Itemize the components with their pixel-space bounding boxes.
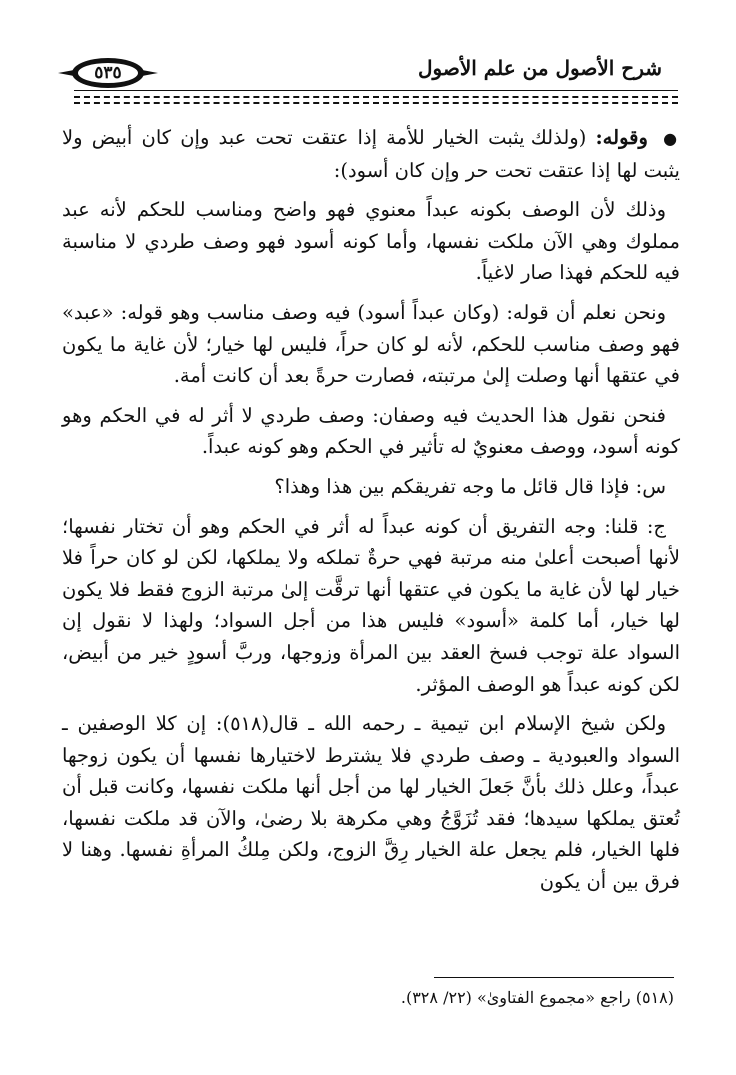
header-rule-dashed-1 <box>74 96 678 98</box>
header-rule-dashed-2 <box>74 102 678 104</box>
running-title: شرح الأصول من علم الأصول <box>418 56 662 80</box>
badge-ornament-right <box>142 70 158 76</box>
bullet-icon: ● <box>663 129 680 148</box>
paragraph-4: فنحن نقول هذا الحديث فيه وصفان: وصف طردي لا أثر له في الحكم وهو كونه أسود، ووصف معنويٌ له تأثير في الحكم وهو كونه عبداً. <box>62 403 680 459</box>
paragraph-6: ج: قلنا: وجه التفريق أن كونه عبداً له أثر في الحكم وهو أن تختار نفسها؛ لأنها أصبحت أعلىٰ منه مرتبة فهي حرةٌ تملكه ولا يملكها، لكن لو كان حراً فلا خيار لها لأن غاية ما يكون في عتقها أنها ترقَّت إلىٰ مرتبة الزوج فقط فلا يكون لها خيار، أما كلمة «أسود» فليس هذا من أجل السواد؛ ولهذا لا نقول إن السواد علة توجب فسخ العقد بين المرأة وزوجها، وربَّ أسودٍ خير من أبيض، لكن كونه عبداً هو الوصف المؤثر. <box>62 514 680 696</box>
paragraph-5: س: فإذا قال قائل ما وجه تفريقكم بين هذا وهذا؟ <box>274 474 666 498</box>
paragraph-1-term: وقوله: <box>595 126 648 149</box>
paragraph-2: وذلك لأن الوصف بكونه عبداً معنوي فهو واضح ومناسب للحكم لأنه عبد مملوك وهي الآن ملكت نفسها، وأما كونه أسود فهو وصف طردي لا مناسبة فيه للحكم فهذا صار لاغياً. <box>62 198 680 285</box>
body-text <box>62 122 680 906</box>
header-rule-top <box>74 90 678 91</box>
paragraph-7: ولكن شيخ الإسلام ابن تيمية ـ رحمه الله ـ قال(٥١٨): إن كلا الوصفين ـ السواد والعبودية ـ وصف طردي فلا يشترط لاختيارها نفسها أن يكون زوجها عبداً، وعلل ذلك بأنَّ جَعلَ الخيار لها من أجل أنها ملكت نفسها، وكانت قبل أن تُعتق يملكها سيدها؛ فقد تُزَوَّجُ وهي مكرهة بلا رضىٰ، والآن قد ملكت نفسها، فلها الخيار، فلم يجعل علة الخيار رِقَّ الزوج، ولكن مِلكُ المرأةِ نفسها. وهنا لا فرق بين أن يكون <box>62 712 680 894</box>
page-number: ٥٣٥ <box>94 63 122 83</box>
page-number-badge <box>58 58 158 88</box>
paragraph-3: ونحن نعلم أن قوله: (وكان عبداً أسود) فيه وصف مناسب وهو قوله: «عبد» فهو وصف مناسب للحكم، لأنه لو كان حراً، فليس لها خيار؛ لأن غاية ما يكون في عتقها أنها وصلت إلىٰ مرتبته، فصارت حرةً بعد أن كانت أمة. <box>62 300 680 388</box>
paragraph-1 <box>62 122 680 186</box>
footnote-rule <box>434 977 674 978</box>
footnote: (٥١٨) راجع «مجموع الفتاوىٰ» (٢٢/ ٣٢٨). <box>400 988 674 1007</box>
paragraph-1-text: (ولذلك يثبت الخيار للأمة إذا عتقت تحت عبد وإن كان أبيض ولا يثبت لها إذا عتقت تحت حر وإن كان أسود): <box>62 126 680 182</box>
